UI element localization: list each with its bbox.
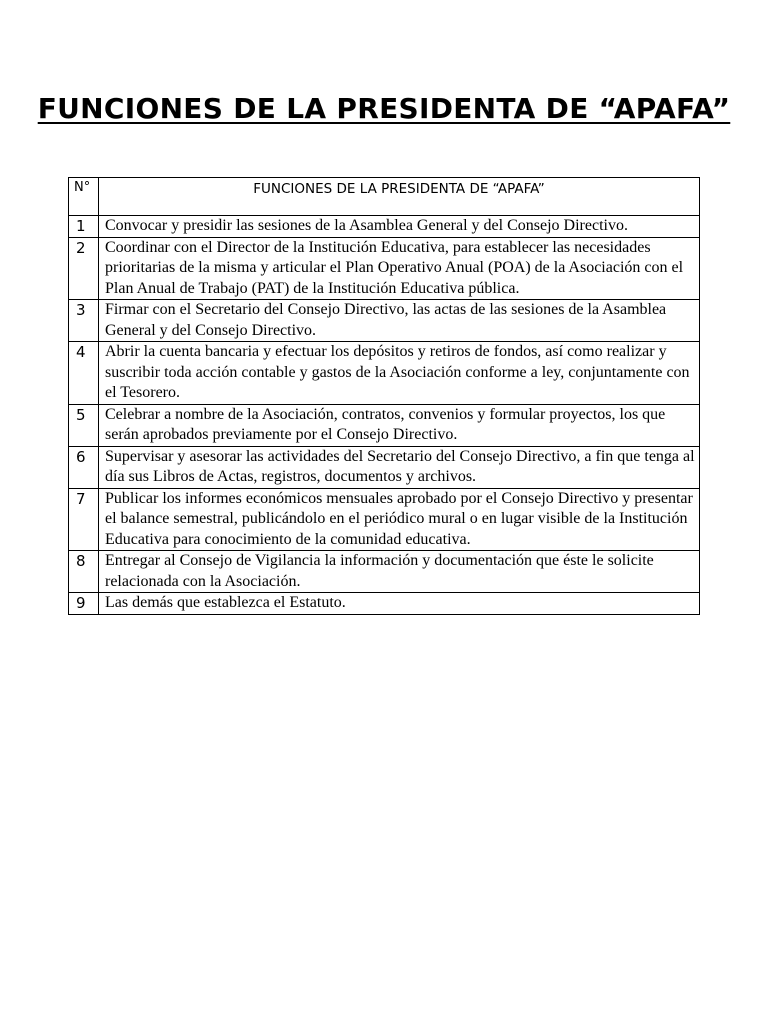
table-row	[69, 237, 700, 300]
row-function-text: Entregar al Consejo de Vigilancia la información y documentación que éste le solicite relacionada con la Asociación.	[99, 551, 700, 593]
functions-table	[68, 177, 700, 615]
row-number: 7	[69, 488, 99, 551]
row-number: 4	[69, 342, 99, 405]
table-row	[69, 342, 700, 405]
row-function-text: Abrir la cuenta bancaria y efectuar los depósitos y retiros de fondos, así como realizar y suscribir toda acción contable y gastos de la Asociación conforme a ley, conjuntamente con el Tesorero.	[99, 342, 700, 405]
row-function-text: Firmar con el Secretario del Consejo Directivo, las actas de las sesiones de la Asamblea General y del Consejo Directivo.	[99, 300, 700, 342]
table-row	[69, 446, 700, 488]
row-function-text: Celebrar a nombre de la Asociación, contratos, convenios y formular proyectos, los que serán aprobados previamente por el Consejo Directivo.	[99, 404, 700, 446]
functions-column-header: FUNCIONES DE LA PRESIDENTA DE “APAFA”	[99, 178, 700, 216]
row-function-text: Las demás que establezca el Estatuto.	[99, 593, 700, 615]
table-row	[69, 488, 700, 551]
number-column-header: N°	[69, 178, 99, 216]
row-number: 2	[69, 237, 99, 300]
row-number: 9	[69, 593, 99, 615]
row-number: 3	[69, 300, 99, 342]
document-title-text: FUNCIONES DE LA PRESIDENTA DE “APAFA”	[37, 92, 731, 125]
table-row	[69, 551, 700, 593]
row-number: 8	[69, 551, 99, 593]
row-function-text: Publicar los informes económicos mensuales aprobado por el Consejo Directivo y presentar el balance semestral, publicándolo en el periódico mural o en lugar visible de la Institución Educativa para conocimiento de la comunidad educativa.	[99, 488, 700, 551]
table-row	[69, 593, 700, 615]
row-number: 6	[69, 446, 99, 488]
document-title	[0, 92, 768, 126]
row-function-text: Coordinar con el Director de la Institución Educativa, para establecer las necesidades prioritarias de la misma y articular el Plan Operativo Anual (POA) de la Asociación con el Plan Anual de Trabajo (PAT) de la Institución Educativa pública.	[99, 237, 700, 300]
table-row	[69, 404, 700, 446]
row-number: 1	[69, 216, 99, 238]
table-row	[69, 216, 700, 238]
row-function-text: Convocar y presidir las sesiones de la Asamblea General y del Consejo Directivo.	[99, 216, 700, 238]
table-row	[69, 300, 700, 342]
row-function-text: Supervisar y asesorar las actividades del Secretario del Consejo Directivo, a fin que tenga al día sus Libros de Actas, registros, documentos y archivos.	[99, 446, 700, 488]
row-number: 5	[69, 404, 99, 446]
table-header-row	[69, 178, 700, 216]
